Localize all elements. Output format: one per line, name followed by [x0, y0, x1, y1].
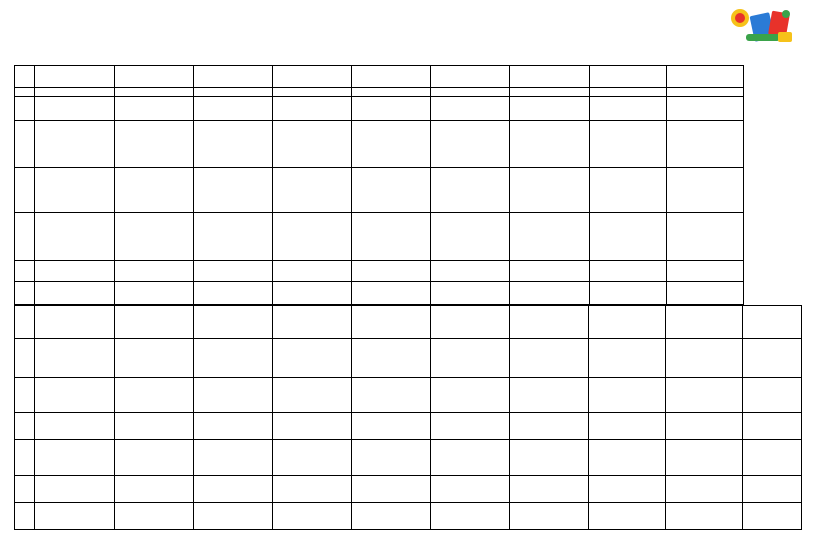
lesson-cell — [351, 503, 430, 530]
lesson-cell — [431, 282, 510, 305]
lesson-cell — [115, 120, 194, 167]
lesson-cell — [589, 412, 666, 439]
class-header — [590, 66, 667, 88]
class-header — [115, 66, 194, 88]
class-header — [273, 66, 352, 88]
lesson-row — [15, 378, 802, 413]
lesson-cell — [743, 503, 802, 530]
class-header — [115, 306, 194, 339]
lesson-cell — [667, 87, 744, 96]
lesson-cell — [509, 503, 589, 530]
lesson-cell — [431, 213, 510, 260]
lesson-cell — [743, 339, 802, 378]
lesson-cell — [351, 339, 430, 378]
lesson-cell — [194, 260, 273, 282]
lesson-cell — [431, 260, 510, 282]
lesson-number — [15, 503, 35, 530]
lesson-cell — [35, 87, 115, 96]
lesson-cell — [666, 339, 743, 378]
lesson-cell — [115, 476, 194, 503]
lesson-cell — [194, 213, 273, 260]
class-header — [667, 66, 744, 88]
lesson-cell — [115, 282, 194, 305]
lesson-cell — [743, 476, 802, 503]
lesson-cell — [590, 167, 667, 212]
lesson-cell — [35, 282, 115, 305]
lesson-cell — [352, 96, 431, 120]
lesson-cell — [194, 167, 273, 212]
lesson-row — [15, 412, 802, 439]
lesson-cell — [352, 87, 431, 96]
lesson-cell — [35, 503, 115, 530]
lesson-cell — [509, 378, 589, 413]
lesson-cell — [590, 120, 667, 167]
lesson-cell — [589, 339, 666, 378]
class-header — [351, 306, 430, 339]
lesson-cell — [743, 378, 802, 413]
lesson-cell — [430, 476, 509, 503]
lesson-cell — [352, 260, 431, 282]
lesson-cell — [273, 87, 352, 96]
lesson-cell — [667, 96, 744, 120]
lesson-number — [15, 260, 35, 282]
lesson-cell — [743, 412, 802, 439]
lesson-cell — [667, 120, 744, 167]
schedule-table-top — [14, 65, 744, 305]
class-header — [589, 306, 666, 339]
lesson-number — [15, 439, 35, 476]
lesson-cell — [666, 378, 743, 413]
lesson-row — [15, 213, 744, 260]
lesson-cell — [35, 412, 115, 439]
class-header — [194, 306, 273, 339]
lesson-cell — [509, 476, 589, 503]
lesson-row — [15, 167, 744, 212]
class-header — [509, 306, 589, 339]
lesson-cell — [272, 439, 351, 476]
lesson-cell — [35, 476, 115, 503]
lesson-number — [15, 412, 35, 439]
lesson-cell — [431, 87, 510, 96]
lesson-cell — [35, 260, 115, 282]
lesson-number — [15, 96, 35, 120]
lesson-cell — [666, 439, 743, 476]
lesson-cell — [351, 476, 430, 503]
lesson-cell — [273, 260, 352, 282]
lesson-cell — [510, 282, 590, 305]
lesson-cell — [194, 439, 273, 476]
lesson-number — [15, 476, 35, 503]
lesson-cell — [667, 167, 744, 212]
lesson-cell — [35, 96, 115, 120]
lesson-cell — [510, 120, 590, 167]
lesson-row — [15, 439, 802, 476]
lesson-cell — [509, 412, 589, 439]
lesson-cell — [273, 96, 352, 120]
lesson-cell — [351, 378, 430, 413]
lesson-cell — [272, 378, 351, 413]
lesson-cell — [115, 213, 194, 260]
lesson-cell — [35, 378, 115, 413]
lesson-cell — [589, 439, 666, 476]
lesson-cell — [590, 87, 667, 96]
lesson-cell — [590, 213, 667, 260]
lesson-cell — [430, 503, 509, 530]
lesson-cell — [666, 476, 743, 503]
class-header — [194, 66, 273, 88]
lesson-cell — [35, 439, 115, 476]
header-row — [15, 66, 744, 88]
lesson-cell — [273, 282, 352, 305]
lesson-cell — [666, 503, 743, 530]
lesson-cell — [115, 96, 194, 120]
lesson-cell — [430, 339, 509, 378]
lesson-cell — [273, 213, 352, 260]
lesson-cell — [115, 378, 194, 413]
header-row — [15, 306, 802, 339]
lesson-cell — [590, 96, 667, 120]
lesson-cell — [115, 167, 194, 212]
lesson-cell — [115, 439, 194, 476]
lesson-number — [15, 167, 35, 212]
lesson-cell — [743, 439, 802, 476]
class-header — [430, 306, 509, 339]
lesson-cell — [352, 213, 431, 260]
lesson-cell — [194, 378, 273, 413]
lesson-cell — [194, 87, 273, 96]
corner-cell — [15, 306, 35, 339]
lesson-cell — [510, 260, 590, 282]
lesson-cell — [589, 503, 666, 530]
class-header — [35, 306, 115, 339]
corner-cell — [15, 66, 35, 88]
lesson-cell — [352, 167, 431, 212]
lesson-cell — [431, 120, 510, 167]
lesson-cell — [667, 282, 744, 305]
lesson-row — [15, 120, 744, 167]
lesson-cell — [510, 87, 590, 96]
lesson-cell — [510, 167, 590, 212]
lesson-cell — [194, 282, 273, 305]
lesson-cell — [194, 476, 273, 503]
lesson-cell — [351, 439, 430, 476]
lesson-cell — [35, 167, 115, 212]
lesson-cell — [667, 260, 744, 282]
class-header — [431, 66, 510, 88]
lesson-row — [15, 96, 744, 120]
lesson-cell — [509, 439, 589, 476]
lesson-cell — [431, 167, 510, 212]
class-header — [352, 66, 431, 88]
lesson-row — [15, 503, 802, 530]
class-header — [743, 306, 802, 339]
school-supplies-icon — [726, 4, 796, 50]
lesson-row — [15, 87, 744, 96]
lesson-cell — [431, 96, 510, 120]
lesson-cell — [115, 412, 194, 439]
lesson-number — [15, 120, 35, 167]
lesson-cell — [194, 503, 273, 530]
schedule-table-bottom — [14, 305, 802, 530]
lesson-row — [15, 476, 802, 503]
lesson-cell — [35, 213, 115, 260]
lesson-cell — [510, 96, 590, 120]
lesson-number — [15, 378, 35, 413]
class-header — [272, 306, 351, 339]
lesson-cell — [35, 120, 115, 167]
lesson-cell — [115, 503, 194, 530]
lesson-cell — [589, 476, 666, 503]
class-header — [510, 66, 590, 88]
lesson-cell — [115, 87, 194, 96]
lesson-cell — [194, 339, 273, 378]
lesson-cell — [194, 96, 273, 120]
lesson-row — [15, 282, 744, 305]
lesson-cell — [273, 167, 352, 212]
lesson-cell — [272, 476, 351, 503]
lesson-cell — [272, 412, 351, 439]
lesson-cell — [352, 282, 431, 305]
lesson-cell — [509, 339, 589, 378]
lesson-cell — [666, 412, 743, 439]
class-header — [666, 306, 743, 339]
lesson-cell — [352, 120, 431, 167]
lesson-cell — [35, 339, 115, 378]
lesson-cell — [272, 339, 351, 378]
lesson-number — [15, 339, 35, 378]
lesson-row — [15, 339, 802, 378]
lesson-cell — [510, 213, 590, 260]
lesson-cell — [430, 439, 509, 476]
lesson-number — [15, 213, 35, 260]
lesson-cell — [590, 282, 667, 305]
lesson-cell — [115, 339, 194, 378]
lesson-row — [15, 260, 744, 282]
lesson-cell — [194, 412, 273, 439]
lesson-cell — [589, 378, 666, 413]
lesson-cell — [115, 260, 194, 282]
lesson-cell — [272, 503, 351, 530]
lesson-number — [15, 87, 35, 96]
lesson-cell — [273, 120, 352, 167]
lesson-cell — [590, 260, 667, 282]
lesson-cell — [430, 412, 509, 439]
lesson-cell — [430, 378, 509, 413]
lesson-cell — [194, 120, 273, 167]
class-header — [35, 66, 115, 88]
lesson-cell — [351, 412, 430, 439]
lesson-number — [15, 282, 35, 305]
lesson-cell — [667, 213, 744, 260]
